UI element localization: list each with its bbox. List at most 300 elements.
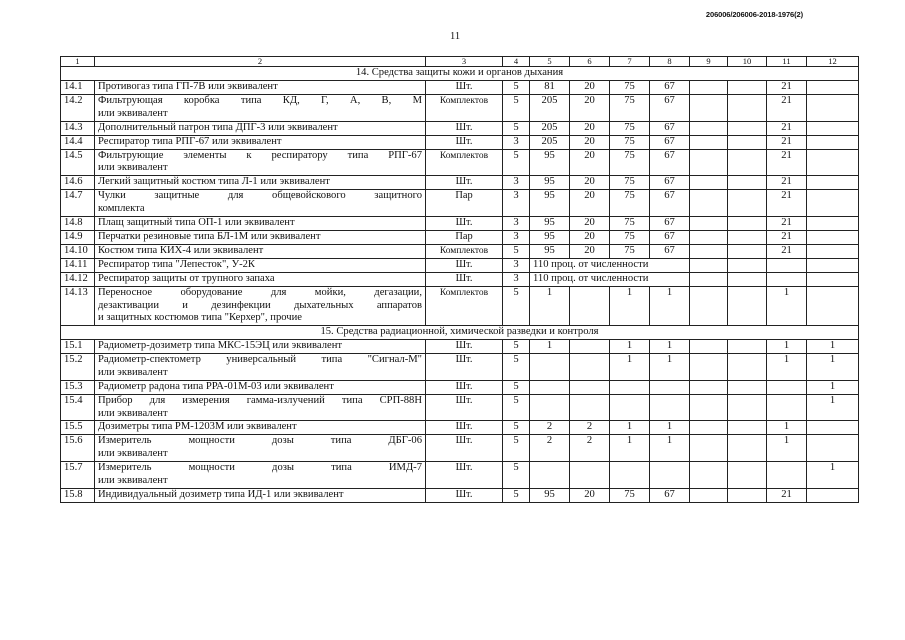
- value-cell-7: 75: [610, 121, 650, 135]
- value-cell-12: [807, 272, 859, 286]
- value-cell-5: 205: [530, 95, 570, 122]
- value-cell-6: 20: [570, 81, 610, 95]
- value-cell-9: [690, 149, 728, 176]
- item-name: [95, 149, 426, 176]
- value-cell-7: 75: [610, 190, 650, 217]
- section-title: 15. Средства радиационной, химической разведки и контроля: [61, 326, 859, 340]
- value-cell-8: [650, 394, 690, 421]
- unit-cell: Шт.: [426, 272, 503, 286]
- row-number: 14.12: [61, 272, 95, 286]
- value-cell-10: [728, 461, 767, 488]
- value-cell-8: 67: [650, 149, 690, 176]
- unit-cell: Шт.: [426, 421, 503, 435]
- value-cell-12: [807, 435, 859, 462]
- value-cell-11: [767, 461, 807, 488]
- column-header-11: 11: [767, 57, 807, 67]
- column-header-4: 4: [503, 57, 530, 67]
- value-cell-9: [690, 244, 728, 258]
- value-cell-4: 3: [503, 216, 530, 230]
- value-cell-9: [690, 258, 728, 272]
- value-cell-12: [807, 230, 859, 244]
- row-number: 14.8: [61, 216, 95, 230]
- table-row: [61, 272, 859, 286]
- value-cell-4: 3: [503, 230, 530, 244]
- row-number: 15.1: [61, 340, 95, 354]
- value-cell-10: [728, 149, 767, 176]
- row-number: 14.5: [61, 149, 95, 176]
- value-cell-4: 3: [503, 190, 530, 217]
- value-cell-9: [690, 394, 728, 421]
- value-cell-5: 205: [530, 135, 570, 149]
- value-cell-7: 75: [610, 176, 650, 190]
- value-cell-11: 1: [767, 435, 807, 462]
- row-number: 14.2: [61, 95, 95, 122]
- value-cell-11: [767, 380, 807, 394]
- value-cell-4: 5: [503, 354, 530, 381]
- value-cell-10: [728, 272, 767, 286]
- value-cell-11: 21: [767, 216, 807, 230]
- value-cell-8: 67: [650, 488, 690, 502]
- table-row: [61, 230, 859, 244]
- item-name-line: Прибор для измерения гамма-излучений типа СРП-88Н: [98, 394, 422, 406]
- value-cell-5: 205: [530, 121, 570, 135]
- unit-cell: Комплектов: [426, 286, 503, 325]
- value-cell-4: 3: [503, 258, 530, 272]
- value-cell-12: [807, 149, 859, 176]
- row-number: 14.11: [61, 258, 95, 272]
- value-cell-10: [728, 176, 767, 190]
- item-name-line: или эквивалент: [98, 107, 168, 119]
- value-cell-7: 75: [610, 244, 650, 258]
- item-name: [95, 286, 426, 325]
- value-cell-12: [807, 216, 859, 230]
- value-cell-8: 1: [650, 421, 690, 435]
- value-cell-4: 5: [503, 95, 530, 122]
- value-cell-12: 1: [807, 340, 859, 354]
- value-cell-10: [728, 435, 767, 462]
- value-cell-6: [570, 380, 610, 394]
- unit-cell: Шт.: [426, 394, 503, 421]
- value-cell-9: [690, 95, 728, 122]
- value-cell-4: 5: [503, 149, 530, 176]
- value-cell-11: 1: [767, 340, 807, 354]
- item-name-line: Чулки защитные для общевойскового защитного: [98, 190, 422, 202]
- value-cell-5: [530, 461, 570, 488]
- item-name: [95, 176, 426, 190]
- value-cell-4: 5: [503, 244, 530, 258]
- item-name-line: Фильтрующие элементы к респиратору типа РПГ-67: [98, 149, 422, 161]
- value-cell-7: 75: [610, 488, 650, 502]
- value-cell-4: 5: [503, 435, 530, 462]
- value-cell-12: [807, 176, 859, 190]
- value-cell-8: 67: [650, 190, 690, 217]
- value-cell-12: [807, 421, 859, 435]
- item-name-line: Фильтрующая коробка типа КД, Г, А, В, М: [98, 95, 422, 106]
- section-row: [61, 326, 859, 340]
- value-cell-9: [690, 176, 728, 190]
- value-cell-12: [807, 81, 859, 95]
- value-cell-6: 20: [570, 488, 610, 502]
- value-cell-6: [570, 286, 610, 325]
- value-cell-10: [728, 421, 767, 435]
- item-name: [95, 230, 426, 244]
- value-cell-12: [807, 286, 859, 325]
- page-number: 11: [450, 31, 461, 42]
- item-name-line: Легкий защитный костюм типа Л-1 или эквивалент: [98, 176, 330, 188]
- value-cell-6: 20: [570, 230, 610, 244]
- value-cell-11: 1: [767, 286, 807, 325]
- item-name: [95, 121, 426, 135]
- item-name: [95, 190, 426, 217]
- value-cell-10: [728, 258, 767, 272]
- value-cell-11: [767, 394, 807, 421]
- row-number: 15.5: [61, 421, 95, 435]
- item-name: [95, 488, 426, 502]
- row-number: 14.4: [61, 135, 95, 149]
- table-row: [61, 190, 859, 217]
- table-row: [61, 176, 859, 190]
- row-number: 14.1: [61, 81, 95, 95]
- value-cell-7: [610, 394, 650, 421]
- value-cell-10: [728, 380, 767, 394]
- column-header-2: 2: [95, 57, 426, 67]
- table-row: [61, 149, 859, 176]
- value-cell-6: 20: [570, 244, 610, 258]
- value-cell-9: [690, 135, 728, 149]
- value-cell-8: 67: [650, 81, 690, 95]
- value-cell-8: [650, 461, 690, 488]
- item-name: [95, 340, 426, 354]
- unit-cell: Шт.: [426, 216, 503, 230]
- item-name-line: или эквивалент: [98, 407, 168, 419]
- item-name: [95, 216, 426, 230]
- value-cell-12: [807, 95, 859, 122]
- value-cell-9: [690, 435, 728, 462]
- unit-cell: Комплектов: [426, 95, 503, 122]
- value-cell-12: [807, 121, 859, 135]
- value-cell-12: 1: [807, 394, 859, 421]
- table-row: [61, 394, 859, 421]
- value-cell-10: [728, 230, 767, 244]
- value-cell-4: 5: [503, 421, 530, 435]
- value-cell-4: 5: [503, 488, 530, 502]
- table-row: [61, 244, 859, 258]
- item-name: [95, 258, 426, 272]
- value-cell-5: 2: [530, 421, 570, 435]
- item-name-line: или эквивалент: [98, 162, 168, 174]
- value-cell-12: [807, 190, 859, 217]
- item-name: [95, 435, 426, 462]
- table-row: [61, 121, 859, 135]
- value-cell-6: [570, 394, 610, 421]
- item-name-line: или эквивалент: [98, 366, 168, 378]
- item-name-line: Противогаз типа ГП-7В или эквивалент: [98, 81, 278, 92]
- unit-cell: Комплектов: [426, 244, 503, 258]
- value-cell-4: 3: [503, 135, 530, 149]
- item-name-line: Плащ защитный типа ОП-1 или эквивалент: [98, 216, 295, 228]
- value-cell-6: 20: [570, 95, 610, 122]
- value-cell-7: [610, 380, 650, 394]
- value-cell-12: 1: [807, 461, 859, 488]
- table-row: [61, 461, 859, 488]
- value-cell-10: [728, 488, 767, 502]
- value-cell-12: [807, 135, 859, 149]
- value-cell-4: 5: [503, 380, 530, 394]
- row-number: 14.6: [61, 176, 95, 190]
- row-number: 15.4: [61, 394, 95, 421]
- value-cell-9: [690, 121, 728, 135]
- value-cell-5: 95: [530, 176, 570, 190]
- value-cell-10: [728, 190, 767, 217]
- row-number: 14.13: [61, 286, 95, 325]
- value-cell-12: [807, 488, 859, 502]
- value-cell-5: 95: [530, 230, 570, 244]
- value-cell-6: 20: [570, 121, 610, 135]
- item-name-line: Костюм типа КИХ-4 или эквивалент: [98, 244, 264, 256]
- value-cell-6: 20: [570, 190, 610, 217]
- value-cell-8: 67: [650, 121, 690, 135]
- value-cell-9: [690, 461, 728, 488]
- value-cell-9: [690, 488, 728, 502]
- value-cell-6: [570, 340, 610, 354]
- value-cell-11: 21: [767, 176, 807, 190]
- row-number: 15.6: [61, 435, 95, 462]
- item-name: [95, 461, 426, 488]
- value-cell-4: 5: [503, 461, 530, 488]
- value-cell-5: 2: [530, 435, 570, 462]
- value-cell-9: [690, 421, 728, 435]
- unit-cell: Шт.: [426, 81, 503, 95]
- unit-cell: Шт.: [426, 340, 503, 354]
- value-cell-10: [728, 95, 767, 122]
- value-cell-8: 67: [650, 244, 690, 258]
- value-cell-10: [728, 340, 767, 354]
- value-cell-4: 5: [503, 394, 530, 421]
- value-cell-7: 1: [610, 435, 650, 462]
- table-row: [61, 340, 859, 354]
- value-cell-11: [767, 258, 807, 272]
- value-cell-4: 5: [503, 340, 530, 354]
- unit-cell: Шт.: [426, 354, 503, 381]
- unit-cell: Шт.: [426, 135, 503, 149]
- unit-cell: Шт.: [426, 176, 503, 190]
- document-id: 206006/206006-2018-1976(2): [705, 10, 803, 19]
- item-name: [95, 354, 426, 381]
- item-name-line: и защитных костюмов типа "Керхер", прочие: [98, 312, 302, 324]
- value-cell-9: [690, 286, 728, 325]
- column-header-7: 7: [610, 57, 650, 67]
- value-cell-11: 21: [767, 149, 807, 176]
- item-name-line: Респиратор защиты от трупного запаха: [98, 272, 275, 284]
- value-cell-11: 21: [767, 95, 807, 122]
- value-cell-5: 95: [530, 149, 570, 176]
- unit-cell: Комплектов: [426, 149, 503, 176]
- value-cell-11: [767, 272, 807, 286]
- item-name-line: Радиометр-спектометр универсальный типа "Сигнал-М": [98, 354, 422, 366]
- row-number: 15.8: [61, 488, 95, 502]
- equipment-table: [60, 56, 859, 503]
- item-name-line: или эквивалент: [98, 474, 168, 486]
- value-cell-10: [728, 354, 767, 381]
- value-cell-6: 2: [570, 435, 610, 462]
- value-cell-10: [728, 244, 767, 258]
- value-cell-11: 21: [767, 190, 807, 217]
- row-number: 15.2: [61, 354, 95, 381]
- item-name-line: Дозиметры типа РМ-1203М или эквивалент: [98, 421, 297, 433]
- value-cell-7: 75: [610, 95, 650, 122]
- value-cell-7: 75: [610, 149, 650, 176]
- unit-cell: Шт.: [426, 258, 503, 272]
- value-cell-6: [570, 354, 610, 381]
- value-cell-9: [690, 380, 728, 394]
- value-cell-4: 3: [503, 176, 530, 190]
- value-cell-9: [690, 230, 728, 244]
- item-name: [95, 421, 426, 435]
- value-cell-5: 95: [530, 216, 570, 230]
- item-name: [95, 81, 426, 95]
- unit-cell: Шт.: [426, 461, 503, 488]
- value-cell-12: 1: [807, 380, 859, 394]
- item-name-line: Радиометр радона типа РРА-01М-03 или эквивалент: [98, 380, 334, 392]
- value-cell-8: 1: [650, 435, 690, 462]
- value-cell-6: [570, 461, 610, 488]
- table-row: [61, 354, 859, 381]
- item-name-line: или эквивалент: [98, 448, 168, 460]
- column-header-row: [61, 57, 859, 67]
- value-cell-4: 5: [503, 121, 530, 135]
- value-cell-7: 75: [610, 216, 650, 230]
- row-number: 14.3: [61, 121, 95, 135]
- value-cell-9: [690, 272, 728, 286]
- value-cell-6: 2: [570, 421, 610, 435]
- value-cell-11: 21: [767, 135, 807, 149]
- value-cell-10: [728, 81, 767, 95]
- value-cell-10: [728, 135, 767, 149]
- row-number: 14.10: [61, 244, 95, 258]
- value-cell-11: 21: [767, 488, 807, 502]
- item-name: [95, 380, 426, 394]
- unit-cell: Шт.: [426, 488, 503, 502]
- value-cell-5: [530, 354, 570, 381]
- column-header-12: 12: [807, 57, 859, 67]
- value-cell-8: 67: [650, 216, 690, 230]
- item-name: [95, 95, 426, 122]
- column-header-9: 9: [690, 57, 728, 67]
- table-row: [61, 258, 859, 272]
- value-cell-9: [690, 216, 728, 230]
- value-cell-8: 1: [650, 340, 690, 354]
- value-cell-8: 67: [650, 230, 690, 244]
- value-cell-8: 1: [650, 286, 690, 325]
- item-name-line: Дополнительный патрон типа ДПГ-3 или эквивалент: [98, 121, 338, 133]
- value-cell-5: 95: [530, 190, 570, 217]
- value-cell-5: 1: [530, 286, 570, 325]
- item-name: [95, 394, 426, 421]
- table-row: [61, 81, 859, 95]
- item-name: [95, 135, 426, 149]
- row-number: 15.3: [61, 380, 95, 394]
- quota-note: 110 проц. от численности: [530, 272, 690, 286]
- section-title: 14. Средства защиты кожи и органов дыхания: [61, 67, 859, 81]
- value-cell-5: 81: [530, 81, 570, 95]
- unit-cell: Пар: [426, 190, 503, 217]
- value-cell-4: 3: [503, 272, 530, 286]
- item-name-line: Переносное оборудование для мойки, дегазации,: [98, 286, 422, 298]
- value-cell-9: [690, 81, 728, 95]
- value-cell-5: 95: [530, 488, 570, 502]
- value-cell-5: 95: [530, 244, 570, 258]
- value-cell-8: 67: [650, 135, 690, 149]
- item-name: [95, 272, 426, 286]
- item-name-line: Измеритель мощности дозы типа ДБГ-06: [98, 435, 422, 447]
- value-cell-12: [807, 258, 859, 272]
- value-cell-9: [690, 340, 728, 354]
- value-cell-4: 5: [503, 286, 530, 325]
- value-cell-8: [650, 380, 690, 394]
- column-header-10: 10: [728, 57, 767, 67]
- value-cell-7: 1: [610, 421, 650, 435]
- unit-cell: Шт.: [426, 121, 503, 135]
- value-cell-7: 1: [610, 354, 650, 381]
- table-row: [61, 488, 859, 502]
- column-header-3: 3: [426, 57, 503, 67]
- value-cell-8: 67: [650, 95, 690, 122]
- value-cell-7: 1: [610, 286, 650, 325]
- value-cell-11: 1: [767, 354, 807, 381]
- value-cell-7: [610, 461, 650, 488]
- value-cell-6: 20: [570, 135, 610, 149]
- table-row: [61, 216, 859, 230]
- value-cell-8: 1: [650, 354, 690, 381]
- unit-cell: Пар: [426, 230, 503, 244]
- item-name-line: дезактивации и дезинфекции дыхательных аппаратов: [98, 299, 422, 311]
- column-header-1: 1: [61, 57, 95, 67]
- value-cell-6: 20: [570, 216, 610, 230]
- value-cell-10: [728, 286, 767, 325]
- value-cell-5: 1: [530, 340, 570, 354]
- item-name-line: Респиратор типа "Лепесток", У-2К: [98, 258, 255, 270]
- value-cell-7: 75: [610, 81, 650, 95]
- value-cell-5: [530, 380, 570, 394]
- table-row: [61, 95, 859, 122]
- item-name-line: Респиратор типа РПГ-67 или эквивалент: [98, 135, 282, 147]
- table-row: [61, 380, 859, 394]
- row-number: 15.7: [61, 461, 95, 488]
- column-header-8: 8: [650, 57, 690, 67]
- value-cell-11: 21: [767, 81, 807, 95]
- value-cell-11: 21: [767, 230, 807, 244]
- unit-cell: Шт.: [426, 435, 503, 462]
- value-cell-4: 5: [503, 81, 530, 95]
- column-header-5: 5: [530, 57, 570, 67]
- value-cell-6: 20: [570, 149, 610, 176]
- value-cell-9: [690, 190, 728, 217]
- item-name-line: Радиометр-дозиметр типа МКС-15ЭЦ или эквивалент: [98, 340, 342, 352]
- value-cell-10: [728, 121, 767, 135]
- column-header-6: 6: [570, 57, 610, 67]
- value-cell-8: 67: [650, 176, 690, 190]
- value-cell-12: 1: [807, 354, 859, 381]
- value-cell-11: 1: [767, 421, 807, 435]
- item-name-line: Перчатки резиновые типа БЛ-1М или эквивалент: [98, 230, 321, 242]
- value-cell-10: [728, 394, 767, 421]
- item-name-line: Индивидуальный дозиметр типа ИД-1 или эквивалент: [98, 488, 344, 500]
- value-cell-12: [807, 244, 859, 258]
- table-row: [61, 135, 859, 149]
- section-row: [61, 67, 859, 81]
- table-row: [61, 286, 859, 325]
- value-cell-11: 21: [767, 244, 807, 258]
